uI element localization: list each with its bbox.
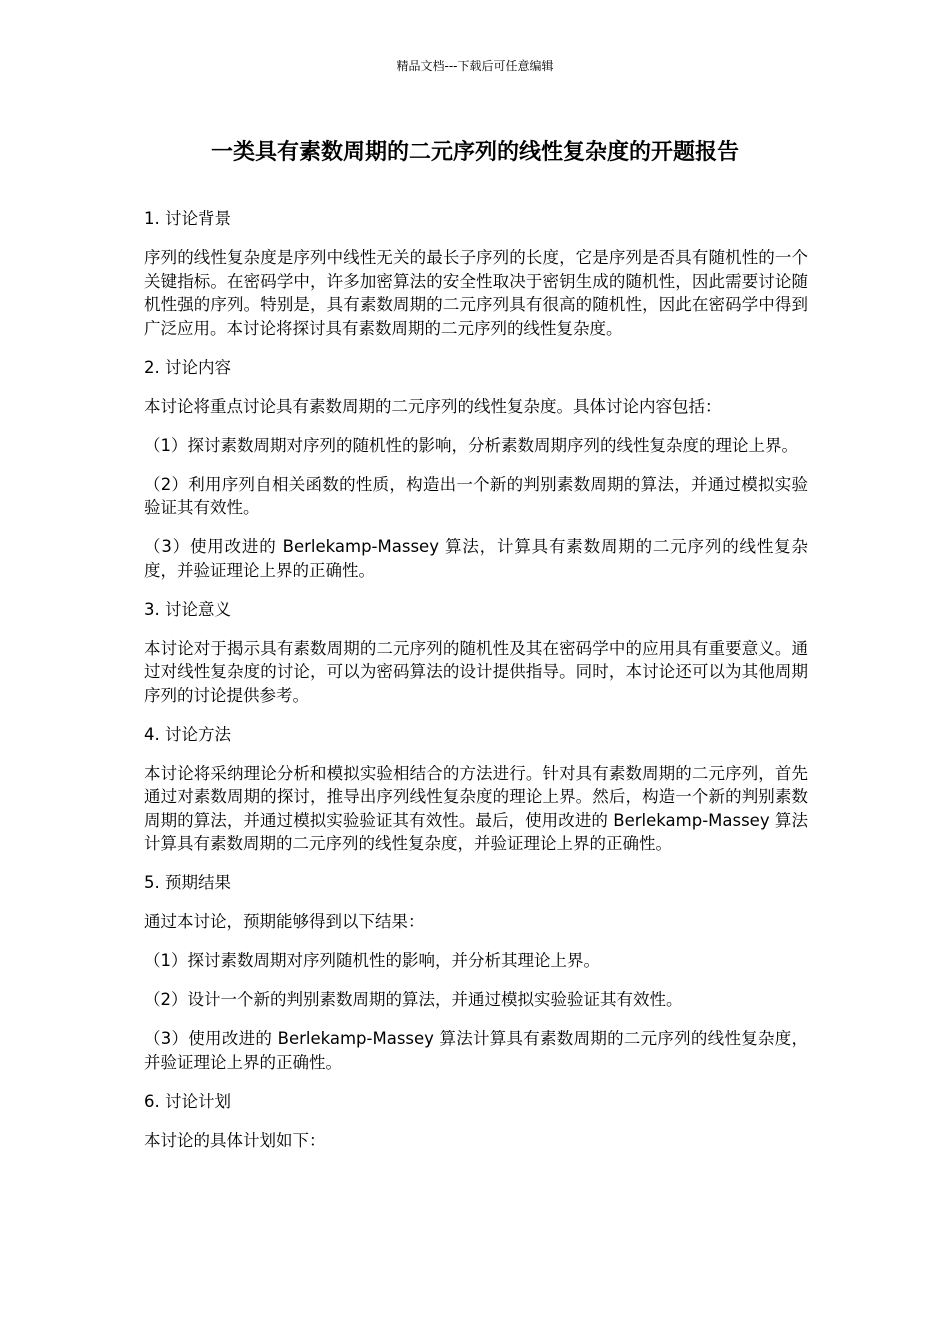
document-title: 一类具有素数周期的二元序列的线性复杂度的开题报告 — [210, 140, 739, 165]
section-heading-background: 1. 讨论背景 — [144, 209, 231, 228]
paragraph-background: 序列的线性复杂度是序列中线性无关的最长子序列的长度，它是序列是否具有随机性的一个关键指标。在密码学中，许多加密算法的安全性取决于密钥生成的随机性，因此需要讨论随机性强的序列。特别是，具有素数周期的二元序列具有很高的随机性，因此在密码学中得到广泛应用。本讨论将探讨具有素数周期的二元序列的线性复杂度。 — [144, 248, 808, 338]
paragraph-plan-intro: 本讨论的具体计划如下： — [144, 1130, 326, 1150]
list-item-results-3: （3）使用改进的 Berlekamp-Massey 算法计算具有素数周期的二元序列的线性复杂度，并验证理论上界的正确性。 — [144, 1029, 808, 1072]
paragraph-content-intro: 本讨论将重点讨论具有素数周期的二元序列的线性复杂度。具体讨论内容包括： — [144, 396, 722, 416]
document-body — [144, 207, 808, 1168]
section-heading-content: 2. 讨论内容 — [144, 357, 231, 377]
section-heading-significance: 3. 讨论意义 — [144, 599, 231, 619]
paragraph-results-intro: 通过本讨论，预期能够得到以下结果： — [144, 912, 425, 931]
list-item-content-2: （2）利用序列自相关函数的性质，构造出一个新的判别素数周期的算法，并通过模拟实验验证其有效性。 — [144, 474, 808, 517]
section-heading-method: 4. 讨论方法 — [144, 724, 231, 744]
page-header-note: 精品文档---下载后可任意编辑 — [396, 59, 554, 73]
paragraph-method: 本讨论将采纳理论分析和模拟实验相结合的方法进行。针对具有素数周期的二元序列，首先通过对素数周期的探讨，推导出序列线性复杂度的理论上界。然后，构造一个新的判别素数周期的算法，并通过模拟实验验证其有效性。最后，使用改进的 Berlekamp-Massey 算法计算具有素数周期的二元序列的线性复杂度，并验证理论上界的正确性。 — [144, 763, 808, 853]
list-item-content-3: （3）使用改进的 Berlekamp-Massey 算法，计算具有素数周期的二元序列的线性复杂度，并验证理论上界的正确性。 — [144, 537, 808, 580]
section-heading-results: 5. 预期结果 — [144, 873, 231, 892]
list-item-results-1: （1）探讨素数周期对序列随机性的影响，并分析其理论上界。 — [144, 951, 600, 970]
list-item-content-1: （1）探讨素数周期对序列的随机性的影响，分析素数周期序列的线性复杂度的理论上界。 — [144, 435, 798, 455]
list-item-results-2: （2）设计一个新的判别素数周期的算法，并通过模拟实验验证其有效性。 — [144, 990, 683, 1009]
paragraph-significance: 本讨论对于揭示具有素数周期的二元序列的随机性及其在密码学中的应用具有重要意义。通过对线性复杂度的讨论，可以为密码算法的设计提供指导。同时，本讨论还可以为其他周期序列的讨论提供参考。 — [144, 638, 808, 705]
section-heading-plan: 6. 讨论计划 — [144, 1091, 231, 1111]
